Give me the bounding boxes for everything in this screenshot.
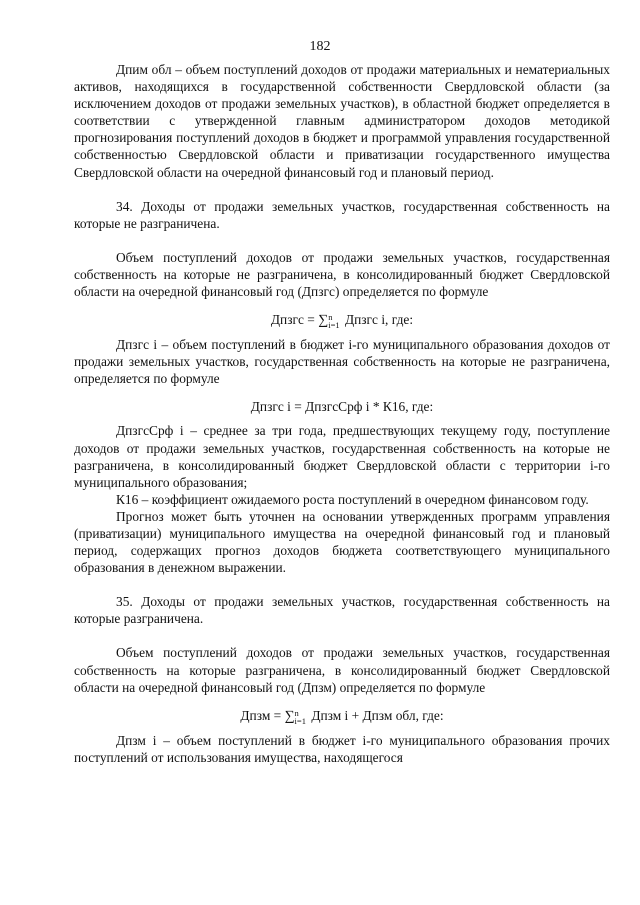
- spacer: [74, 232, 610, 249]
- formula-rhs: Дпзгс i, где:: [344, 312, 414, 328]
- formula-dpzm-sum: [74, 707, 610, 726]
- definition-k16: К16 – коэффициент ожидаемого роста поступлений в очередном финансовом году.: [116, 491, 589, 507]
- spacer: [74, 576, 610, 593]
- section-35-paragraph-volume: Объем поступлений доходов от продажи земельных участков, государственная собственность на которые разграничена, в консолидированный бюджет Свердловской области на очередной финансовый год (Дпзм) определяется по формуле: [74, 645, 610, 695]
- formula-dpzgs-i: Дпзгс i = ДпзгсСрф i * К16, где:: [250, 399, 434, 415]
- section-35-title: 35. Доходы от продажи земельных участков, государственная собственность на которые разграничена.: [74, 594, 610, 627]
- definition-dpzm-i: Дпзм i – объем поступлений в бюджет i-го муниципального образования прочих поступлений от использования имущества, находящегося: [74, 732, 610, 765]
- formula-rhs: Дпзм i + Дпзм обл, где:: [311, 707, 444, 723]
- sum-symbol: ∑: [318, 313, 329, 329]
- sum-upper-limit: n: [328, 312, 333, 323]
- sum-limits: [295, 709, 306, 725]
- section-34-title: 34. Доходы от продажи земельных участков, государственная собственность на которые не разграничена.: [74, 198, 610, 231]
- spacer: [74, 627, 610, 644]
- sum-limits: [328, 313, 339, 329]
- sum-lower-limit: i=1: [328, 320, 340, 331]
- definition-dpzgs-i: Дпзгс i – объем поступлений в бюджет i-го муниципального образования доходов от продажи земельных участков, государственная собственность на которые не разграничена, определяется по формуле: [74, 337, 610, 387]
- definition-dpzgssrf-i: ДпзгсСрф i – среднее за три года, предшествующих текущему году, поступление доходов от продажи земельных участков, государственная собственность на которые не разграничена, в консолидированный бюджет Свердловской области с территории i-го муниципального образования;: [74, 423, 610, 490]
- page-number: 182: [309, 39, 331, 54]
- sum-symbol: ∑: [284, 708, 295, 724]
- formula-lhs: Дпзм =: [240, 707, 282, 723]
- paragraph-forecast-note: Прогноз может быть уточнен на основании утвержденных программ управления (приватизации) муниципального имущества на очередной финансовый год и плановый период, содержащих прогноз доходов бюджета соответствующего муниципального образования в денежном выражении.: [74, 508, 610, 576]
- page-content: [74, 61, 610, 766]
- formula-lhs: Дпзгс =: [270, 312, 315, 328]
- sum-lower-limit: i=1: [294, 715, 306, 726]
- section-34-paragraph-volume: Объем поступлений доходов от продажи земельных участков, государственная собственность на которые не разграничена, в консолидированный бюджет Свердловской области на очередной финансовый год (Дпзгс) определяется по формуле: [74, 249, 610, 300]
- sum-upper-limit: n: [294, 707, 299, 718]
- spacer: [74, 181, 610, 198]
- paragraph-dpim-definition: Дпим обл – объем поступлений доходов от продажи материальных и нематериальных активов, находящихся в государственной собственности Свердловской области (за исключением доходов от продажи земельных участков), в областной бюджет определяется в соответствии с утвержденной главным администратором доходов методикой прогнозирования поступлений доходов в бюджет и программой управления государственной собственностью Свердловской области и приватизации государственного имущества Свердловской области на очередной финансовый год и плановый период.: [74, 62, 610, 180]
- formula-dpzgs-sum: [74, 311, 610, 330]
